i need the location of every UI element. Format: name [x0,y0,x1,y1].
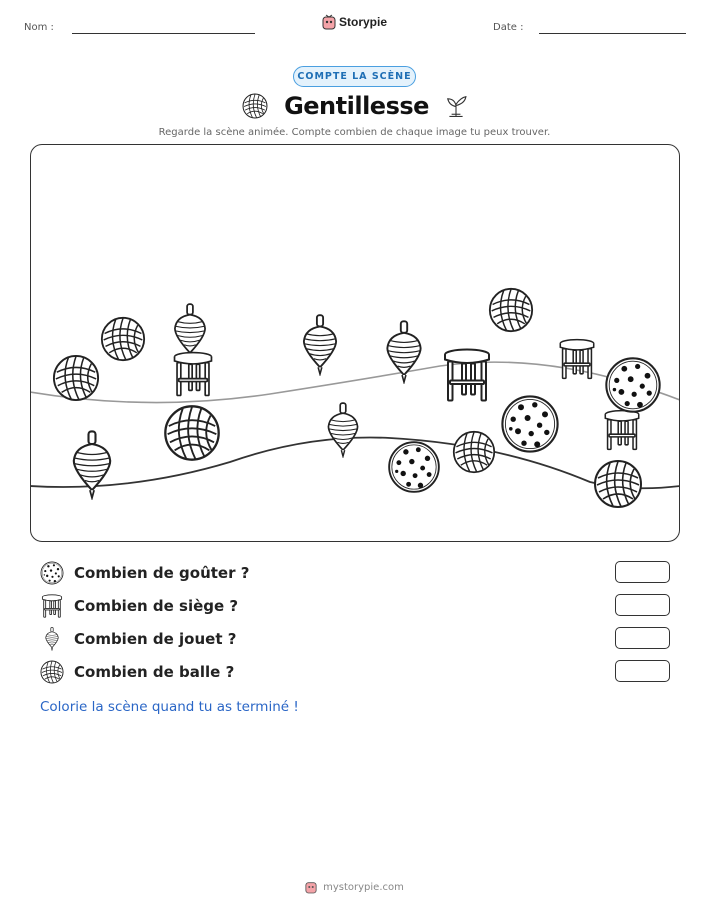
brand-name: Storypie [339,15,388,29]
yarn-ball [595,461,641,507]
yarn-ball [490,289,532,331]
instructions: Regarde la scène animée. Compte combien de chaque image tu peux trouver. [158,127,551,138]
spinning-top [328,403,357,456]
date-line[interactable] [539,33,686,34]
footer-site [0,880,709,894]
name-line[interactable] [72,33,255,34]
title-row [0,92,709,120]
question-text: Combien de siège ? [74,597,239,615]
yarn-ball [54,356,98,400]
question-row-ball [40,659,670,685]
spinning-top [304,315,336,374]
spinning-top [74,431,110,498]
front-hill-line [30,438,680,489]
storypie-mascot-icon [322,14,336,30]
activity-badge: COMPTE LA SCÈNE [293,66,416,87]
question-text: Combien de goûter ? [74,564,250,582]
question-row-seat [40,593,670,619]
answer-box-seat[interactable] [615,594,670,616]
site-url: mystorypie.com [323,881,404,893]
stool-icon [40,594,64,618]
yarn-ball [165,406,218,459]
answer-box-toy[interactable] [615,627,670,649]
stool [175,353,212,396]
name-label: Nom : [24,22,54,33]
yarn-ball [102,318,144,360]
date-label: Date : [493,22,524,33]
yarn-ball-icon [40,660,64,684]
spinning-top [175,304,205,359]
stool [605,411,638,450]
spinning-top-icon [40,627,64,651]
question-text: Combien de jouet ? [74,630,237,648]
question-text: Combien de balle ? [74,663,235,681]
question-row-snack [40,560,670,586]
cookie [606,358,659,411]
brand-logo [322,14,387,30]
answer-box-snack[interactable] [615,561,670,583]
answer-box-ball[interactable] [615,660,670,682]
stool [560,340,593,379]
storypie-mascot-icon [305,880,317,894]
yarn-ball-icon [242,93,268,119]
coloring-instruction: Colorie la scène quand tu as terminé ! [40,699,299,715]
stool [445,350,489,401]
cookie [389,442,439,492]
spinning-top [387,321,420,382]
cookie-icon [40,561,64,585]
counting-scene [30,144,680,542]
yarn-ball [454,432,494,472]
sprout-icon [445,92,467,120]
page-title: Gentillesse [284,92,429,120]
cookie [502,396,557,451]
question-row-toy [40,626,670,652]
